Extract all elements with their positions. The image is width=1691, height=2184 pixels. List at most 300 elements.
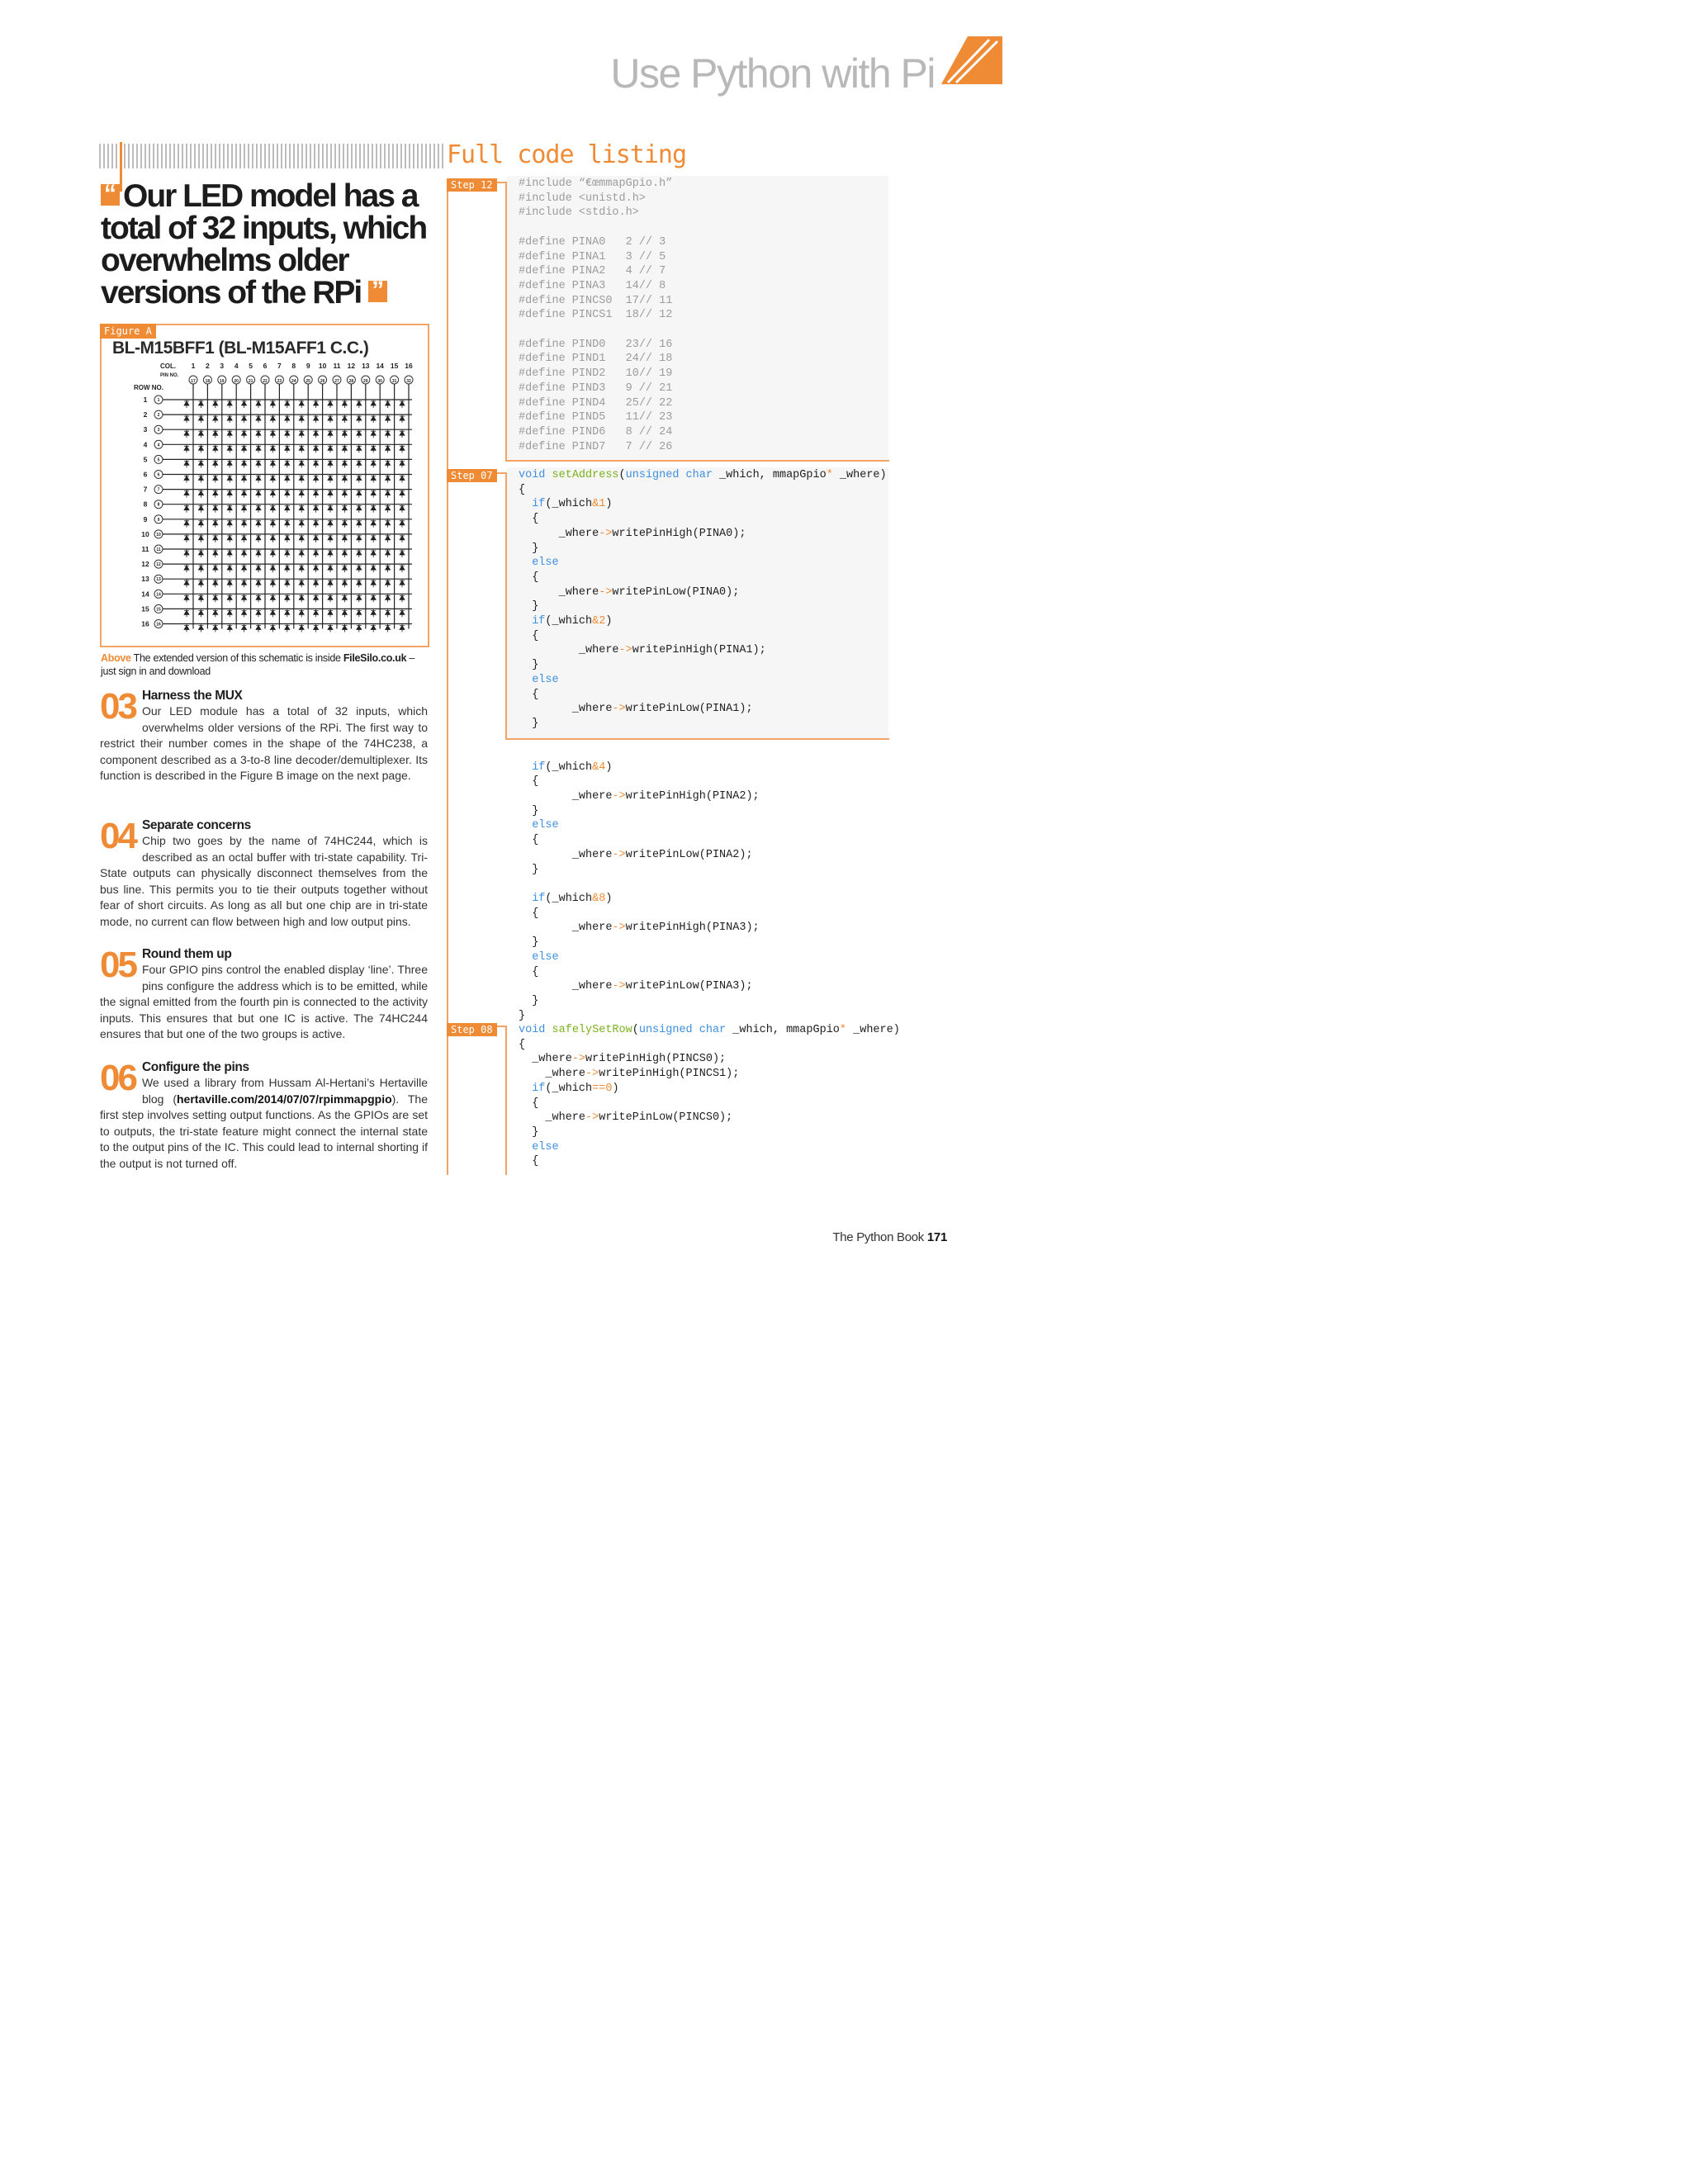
led-diode-icon	[270, 549, 275, 557]
led-diode-icon	[184, 415, 189, 423]
led-diode-icon	[386, 444, 391, 452]
code-line: if(_which==0)	[532, 1082, 619, 1095]
led-diode-icon	[328, 490, 333, 498]
led-diode-icon	[386, 459, 391, 467]
row-pin-number: 6	[157, 472, 160, 478]
led-diode-icon	[242, 564, 247, 572]
led-diode-icon	[299, 429, 304, 438]
led-diode-icon	[371, 564, 376, 572]
led-diode-icon	[213, 594, 218, 602]
row-number: 11	[141, 545, 149, 553]
led-diode-icon	[386, 429, 391, 438]
block-guide-line	[505, 1026, 507, 1175]
led-diode-icon	[256, 490, 261, 498]
led-diode-icon	[357, 624, 362, 632]
code-line: else	[532, 819, 559, 832]
step-03	[100, 686, 428, 784]
code-line: _where->writePinLow(PINCS0);	[545, 1111, 733, 1125]
column-number: 14	[376, 362, 384, 370]
hertaville-link[interactable]: hertaville.com/2014/07/07/rpimmapgpio	[177, 1092, 392, 1106]
led-diode-icon	[198, 519, 203, 528]
row-pin-number: 5	[157, 457, 160, 463]
led-diode-icon	[242, 459, 247, 467]
row-pin-number: 15	[156, 607, 161, 613]
code-line: }	[519, 936, 539, 950]
led-diode-icon	[342, 549, 347, 557]
led-diode-icon	[371, 505, 376, 513]
led-diode-icon	[299, 475, 304, 483]
code-line: if(_which&1)	[532, 498, 613, 511]
led-diode-icon	[184, 564, 189, 572]
column-number: 6	[263, 362, 268, 370]
led-diode-icon	[227, 564, 232, 572]
led-diode-icon	[400, 429, 405, 438]
step-body: Four GPIO pins control the enabled display ‘line’. Three pins configure the address which is to be emitted, while the signal emitted from the fourth pin is connected to the activity inputs. This ensures that but one IC is active. The 74HC244 ensures that but one of the two groups is active.	[100, 963, 428, 1041]
led-diode-icon	[227, 594, 232, 602]
led-diode-icon	[184, 444, 189, 452]
led-diode-icon	[285, 459, 290, 467]
led-diode-icon	[213, 490, 218, 498]
book-title: The Python Book	[832, 1230, 924, 1244]
led-diode-icon	[314, 519, 319, 528]
led-diode-icon	[227, 400, 232, 408]
led-diode-icon	[357, 459, 362, 467]
led-diode-icon	[386, 415, 391, 423]
led-diode-icon	[256, 519, 261, 528]
code-line: void setAddress(unsigned char _which, mmapGpio* _where)	[519, 469, 887, 481]
row-number: 16	[141, 619, 149, 628]
led-diode-icon	[227, 444, 232, 452]
led-diode-icon	[400, 475, 405, 483]
led-diode-icon	[342, 564, 347, 572]
led-diode-icon	[242, 609, 247, 617]
row-pin-number: 8	[157, 502, 160, 508]
led-diode-icon	[184, 459, 189, 467]
column-number: 13	[362, 362, 370, 370]
led-diode-icon	[357, 579, 362, 587]
led-diode-icon	[285, 579, 290, 587]
led-diode-icon	[213, 549, 218, 557]
led-diode-icon	[285, 444, 290, 452]
row-number: 13	[141, 575, 149, 584]
led-diode-icon	[184, 400, 189, 408]
led-diode-icon	[357, 564, 362, 572]
column-pin-number: 32	[406, 379, 411, 384]
code-line: else	[532, 1140, 559, 1154]
led-diode-icon	[371, 475, 376, 483]
led-diode-icon	[213, 564, 218, 572]
led-diode-icon	[227, 490, 232, 498]
led-diode-icon	[285, 400, 290, 408]
led-diode-icon	[342, 429, 347, 438]
led-diode-icon	[314, 594, 319, 602]
led-diode-icon	[227, 415, 232, 423]
led-diode-icon	[213, 459, 218, 467]
led-diode-icon	[357, 505, 362, 513]
code-line: #define PIND6 8 // 24	[519, 425, 673, 438]
led-diode-icon	[371, 534, 376, 542]
led-diode-icon	[213, 505, 218, 513]
led-diode-icon	[328, 415, 333, 423]
caption-lead: Above	[101, 652, 131, 664]
code-line: if(_which&2)	[532, 615, 613, 628]
row-pin-number: 2	[157, 413, 160, 419]
row-number: 4	[143, 440, 148, 449]
led-diode-icon	[386, 400, 391, 408]
led-diode-icon	[270, 594, 275, 602]
led-diode-icon	[400, 594, 405, 602]
led-diode-icon	[285, 534, 290, 542]
led-diode-icon	[314, 400, 319, 408]
row-pin-number: 3	[157, 428, 160, 433]
led-diode-icon	[270, 564, 275, 572]
led-diode-icon	[328, 564, 333, 572]
led-diode-icon	[242, 505, 247, 513]
code-line: #include “€œmmapGpio.h”	[519, 178, 673, 190]
led-diode-icon	[342, 475, 347, 483]
led-diode-icon	[198, 564, 203, 572]
pull-quote-text: Our LED model has a total of 32 inputs, which overwhelms older versions of the RPi	[101, 178, 427, 310]
led-diode-icon	[285, 624, 290, 632]
led-diode-icon	[328, 429, 333, 438]
led-diode-icon	[328, 505, 333, 513]
step-06	[100, 1060, 428, 1173]
led-diode-icon	[256, 624, 261, 632]
column-pin-number: 21	[248, 379, 253, 384]
pin-label: PIN NO.	[160, 373, 179, 378]
row-number: 7	[143, 485, 148, 494]
row-pin-number: 4	[157, 443, 160, 448]
led-diode-icon	[184, 624, 189, 632]
column-pin-number: 29	[363, 379, 368, 384]
led-diode-icon	[400, 400, 405, 408]
led-diode-icon	[328, 400, 333, 408]
step-heading: Round them up	[141, 947, 232, 961]
led-diode-icon	[227, 505, 232, 513]
led-diode-icon	[400, 415, 405, 423]
led-diode-icon	[198, 415, 203, 423]
led-diode-icon	[314, 415, 319, 423]
led-diode-icon	[270, 459, 275, 467]
led-diode-icon	[285, 549, 290, 557]
led-diode-icon	[285, 594, 290, 602]
led-diode-icon	[342, 505, 347, 513]
row-number: 2	[143, 410, 148, 419]
column-pin-number: 26	[320, 379, 325, 384]
led-diode-icon	[342, 459, 347, 467]
led-diode-icon	[386, 475, 391, 483]
led-diode-icon	[386, 624, 391, 632]
led-diode-icon	[227, 549, 232, 557]
column-pin-number: 17	[191, 379, 196, 384]
code-line: {	[519, 688, 539, 701]
led-diode-icon	[299, 594, 304, 602]
step-body	[100, 1075, 428, 1173]
code-line: #define PIND3 9 // 21	[519, 381, 673, 395]
led-diode-icon	[198, 609, 203, 617]
led-diode-icon	[184, 505, 189, 513]
row-pin-number: 10	[156, 532, 161, 538]
led-diode-icon	[242, 579, 247, 587]
led-diode-icon	[371, 444, 376, 452]
led-diode-icon	[227, 519, 232, 528]
code-line: #define PIND7 7 // 26	[519, 440, 673, 453]
column-pin-number: 25	[306, 379, 310, 384]
row-number: 5	[143, 455, 148, 464]
led-diode-icon	[357, 549, 362, 557]
code-line: void safelySetRow(unsigned char _which, mmapGpio* _where)	[519, 1024, 900, 1036]
code-listing-title: Full code listing	[447, 140, 687, 169]
led-diode-icon	[198, 490, 203, 498]
code-line: {	[519, 834, 539, 847]
code-line: #include <stdio.h>	[519, 206, 639, 220]
led-diode-icon	[285, 519, 290, 528]
code-line: #define PIND1 24// 18	[519, 353, 673, 366]
led-diode-icon	[371, 609, 376, 617]
led-diode-icon	[357, 609, 362, 617]
code-line: {	[519, 483, 526, 496]
pencil-logo-icon	[940, 36, 1002, 84]
step-number: 03	[100, 686, 135, 727]
led-diode-icon	[256, 444, 261, 452]
led-diode-icon	[342, 579, 347, 587]
led-diode-icon	[371, 490, 376, 498]
led-diode-icon	[400, 609, 405, 617]
pull-quote	[101, 180, 448, 309]
led-diode-icon	[184, 579, 189, 587]
code-line: _where->writePinLow(PINA0);	[558, 585, 740, 599]
led-diode-icon	[342, 415, 347, 423]
led-diode-icon	[299, 400, 304, 408]
led-diode-icon	[342, 400, 347, 408]
led-diode-icon	[198, 505, 203, 513]
led-diode-icon	[242, 549, 247, 557]
led-diode-icon	[198, 429, 203, 438]
column-number: 1	[191, 362, 196, 370]
led-diode-icon	[328, 579, 333, 587]
led-diode-icon	[198, 459, 203, 467]
code-line: }	[519, 659, 539, 672]
led-diode-icon	[342, 594, 347, 602]
led-diode-icon	[342, 534, 347, 542]
led-diode-icon	[357, 519, 362, 528]
led-diode-icon	[198, 400, 203, 408]
row-pin-number: 9	[157, 517, 160, 523]
led-diode-icon	[213, 444, 218, 452]
led-diode-icon	[227, 579, 232, 587]
led-diode-icon	[342, 519, 347, 528]
led-diode-icon	[371, 519, 376, 528]
led-diode-icon	[386, 594, 391, 602]
led-diode-icon	[198, 534, 203, 542]
led-diode-icon	[270, 475, 275, 483]
led-diode-icon	[328, 459, 333, 467]
code-line: #define PIND5 11// 23	[519, 411, 673, 424]
led-diode-icon	[270, 624, 275, 632]
led-diode-icon	[314, 624, 319, 632]
led-diode-icon	[386, 490, 391, 498]
step-body: Chip two goes by the name of 74HC244, which is described as an octal buffer with tri-state capability. Tri-State outputs can physically disconnect themselves from the bus line. This permits you to tie their outputs together without fear of short circuits. As long as all but one chip are in tri-state mode, no current can flow between high and low output pins.	[100, 834, 428, 928]
led-diode-icon	[386, 519, 391, 528]
led-diode-icon	[342, 624, 347, 632]
led-diode-icon	[342, 444, 347, 452]
led-diode-icon	[299, 534, 304, 542]
code-line: {	[519, 1097, 539, 1110]
code-line: }	[519, 804, 539, 817]
code-gap	[519, 732, 887, 760]
led-diode-icon	[227, 534, 232, 542]
led-diode-icon	[314, 444, 319, 452]
led-diode-icon	[299, 519, 304, 528]
code-block-safely-set-row	[519, 1023, 900, 1169]
figure-label: Figure A	[100, 324, 156, 339]
led-diode-icon	[386, 534, 391, 542]
filesilo-link[interactable]: FileSilo.co.uk	[343, 652, 407, 664]
row-pin-number: 13	[156, 577, 161, 583]
column-number: 15	[390, 362, 399, 370]
led-diode-icon	[386, 564, 391, 572]
led-diode-icon	[314, 429, 319, 438]
code-line: }	[519, 717, 539, 730]
step-number: 06	[100, 1058, 135, 1098]
led-diode-icon	[371, 429, 376, 438]
close-quote-mark: ”	[368, 281, 387, 302]
led-diode-icon	[256, 429, 261, 438]
code-line: else	[532, 557, 559, 570]
led-diode-icon	[299, 549, 304, 557]
column-number: 12	[347, 362, 356, 370]
code-line: _where->writePinLow(PINA1);	[571, 703, 753, 716]
column-number: 2	[206, 362, 210, 370]
column-pin-number: 22	[263, 379, 268, 384]
row-pin-number: 11	[156, 547, 161, 552]
column-number: 9	[306, 362, 310, 370]
led-diode-icon	[371, 459, 376, 467]
led-diode-icon	[227, 475, 232, 483]
led-diode-icon	[400, 505, 405, 513]
led-diode-icon	[256, 475, 261, 483]
led-diode-icon	[314, 459, 319, 467]
step-number: 05	[100, 945, 135, 985]
led-diode-icon	[328, 475, 333, 483]
step-tag-12: Step 12	[447, 178, 497, 192]
led-diode-icon	[328, 624, 333, 632]
code-line: _where->writePinHigh(PINA2);	[571, 790, 760, 803]
decorative-barcode	[99, 144, 444, 168]
code-block-set-address	[519, 468, 887, 1023]
led-diode-icon	[184, 429, 189, 438]
code-line	[519, 220, 672, 235]
led-diode-icon	[357, 415, 362, 423]
code-line	[519, 323, 672, 338]
led-diode-icon	[213, 429, 218, 438]
column-number: 3	[220, 362, 225, 370]
row-pin-number: 12	[156, 562, 161, 568]
step-body-text: ). The first step involves setting output functions. As the GPIOs are set to outputs, the tri-state feature might connect the internal state to the output pins of the IC. This could lead to internal shorting if the output is not turned off.	[100, 1092, 428, 1170]
led-diode-icon	[227, 609, 232, 617]
row-number: 14	[141, 590, 149, 599]
code-line: {	[519, 571, 539, 584]
led-diode-icon	[270, 490, 275, 498]
code-line: #define PIND2 10// 19	[519, 367, 673, 381]
row-number: 8	[143, 500, 148, 509]
led-matrix-schematic	[124, 360, 421, 632]
code-line: _where->writePinHigh(PINCS1);	[545, 1068, 740, 1081]
column-number: 16	[405, 362, 413, 370]
column-pin-number: 27	[334, 379, 339, 384]
led-diode-icon	[400, 490, 405, 498]
step-tag-07: Step 07	[447, 469, 497, 482]
step-body: Our LED module has a total of 32 inputs, which overwhelms older versions of the RPi. The first way to restrict their number comes in the shape of the 74HC238, a component described as a 3-to-8 line decoder/demultiplexer. Its function is described in the Figure B image on the next page.	[100, 704, 428, 783]
figure-caption	[101, 651, 431, 678]
led-diode-icon	[357, 400, 362, 408]
led-diode-icon	[184, 534, 189, 542]
led-diode-icon	[213, 624, 218, 632]
led-diode-icon	[371, 624, 376, 632]
led-diode-icon	[270, 519, 275, 528]
led-diode-icon	[314, 609, 319, 617]
led-diode-icon	[213, 609, 218, 617]
led-diode-icon	[400, 624, 405, 632]
led-diode-icon	[242, 519, 247, 528]
column-pin-number: 18	[205, 379, 211, 384]
code-line: }	[519, 1125, 539, 1139]
figure-title: BL-M15BFF1 (BL-M15AFF1 C.C.)	[112, 339, 369, 358]
led-diode-icon	[285, 609, 290, 617]
step-heading: Configure the pins	[141, 1060, 249, 1074]
code-line	[519, 877, 887, 892]
led-diode-icon	[270, 579, 275, 587]
led-diode-icon	[198, 594, 203, 602]
code-line: #define PINA2 4 // 7	[519, 265, 666, 278]
led-diode-icon	[256, 459, 261, 467]
block-divider	[505, 460, 889, 462]
code-line: #define PIND4 25// 22	[519, 396, 673, 410]
led-diode-icon	[299, 444, 304, 452]
led-diode-icon	[270, 444, 275, 452]
led-diode-icon	[314, 549, 319, 557]
led-diode-icon	[357, 594, 362, 602]
row-pin-number: 1	[157, 398, 160, 403]
code-line: {	[519, 629, 539, 642]
led-diode-icon	[213, 519, 218, 528]
code-line: _where->writePinHigh(PINCS0);	[532, 1053, 727, 1066]
led-diode-icon	[242, 429, 247, 438]
code-line: #include <unistd.h>	[519, 192, 646, 205]
led-diode-icon	[184, 475, 189, 483]
led-diode-icon	[256, 549, 261, 557]
column-pin-number: 30	[377, 379, 382, 384]
step-04	[100, 818, 428, 931]
block-guide-line	[505, 182, 507, 461]
code-line: #define PIND0 23// 16	[519, 338, 673, 351]
led-diode-icon	[285, 490, 290, 498]
led-diode-icon	[270, 505, 275, 513]
led-diode-icon	[270, 609, 275, 617]
led-diode-icon	[328, 609, 333, 617]
led-diode-icon	[357, 444, 362, 452]
led-diode-icon	[314, 579, 319, 587]
led-diode-icon	[299, 609, 304, 617]
led-diode-icon	[256, 534, 261, 542]
led-diode-icon	[256, 415, 261, 423]
led-diode-icon	[213, 415, 218, 423]
led-diode-icon	[242, 490, 247, 498]
led-diode-icon	[328, 594, 333, 602]
led-diode-icon	[299, 459, 304, 467]
led-diode-icon	[256, 609, 261, 617]
column-pin-number: 20	[234, 379, 239, 384]
